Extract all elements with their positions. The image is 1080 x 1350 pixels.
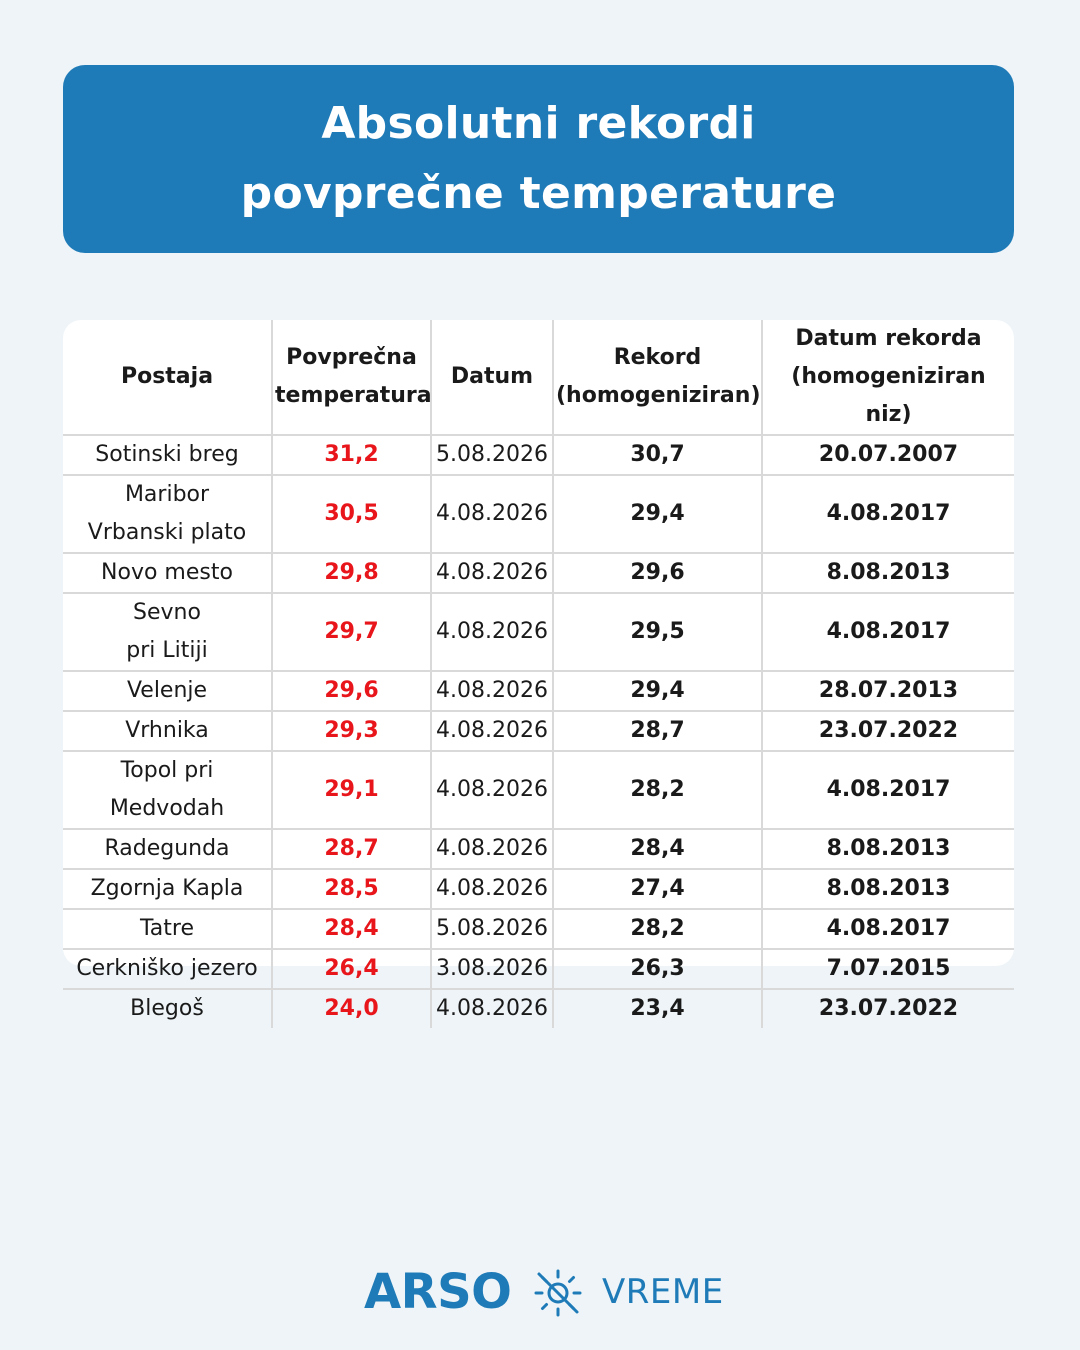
header-station: Postaja (63, 320, 272, 435)
title-banner (63, 65, 1014, 253)
header-record: Rekord (homogeniziran) (553, 320, 762, 435)
header-date: Datum (431, 320, 553, 435)
cell-avg-temp: 29,3 (272, 711, 431, 751)
cell-date: 4.08.2026 (431, 829, 553, 869)
cell-date: 4.08.2026 (431, 671, 553, 711)
cell-date: 5.08.2026 (431, 909, 553, 949)
arso-logo: ARSO (364, 1264, 512, 1320)
vreme-label: VREME (602, 1272, 724, 1312)
cell-record: 28,2 (553, 751, 762, 829)
table-row (63, 989, 1014, 1028)
header-avg-temp: Povprečna temperatura (272, 320, 431, 435)
cell-record: 29,5 (553, 593, 762, 671)
cell-station: Novo mesto (63, 553, 272, 593)
cell-avg-temp: 28,7 (272, 829, 431, 869)
cell-record-date: 8.08.2013 (762, 869, 1014, 909)
cell-date: 4.08.2026 (431, 593, 553, 671)
sun-weather-icon (533, 1268, 583, 1318)
cell-avg-temp: 31,2 (272, 435, 431, 475)
cell-avg-temp: 28,4 (272, 909, 431, 949)
cell-station: Sotinski breg (63, 435, 272, 475)
cell-avg-temp: 29,6 (272, 671, 431, 711)
cell-date: 4.08.2026 (431, 869, 553, 909)
title-line-1: Absolutni rekordi (321, 98, 756, 149)
cell-station: Blegoš (63, 989, 272, 1028)
header-record-date: Datum rekorda (homogeniziran niz) (762, 320, 1014, 435)
table-row (63, 593, 1014, 671)
cell-avg-temp: 24,0 (272, 989, 431, 1028)
cell-station: Velenje (63, 671, 272, 711)
cell-record-date: 28.07.2013 (762, 671, 1014, 711)
cell-record: 27,4 (553, 869, 762, 909)
cell-record-date: 4.08.2017 (762, 593, 1014, 671)
cell-station: Cerkniško jezero (63, 949, 272, 989)
table-row (63, 475, 1014, 553)
records-table-card (63, 320, 1014, 1021)
table-row (63, 909, 1014, 949)
cell-avg-temp: 29,8 (272, 553, 431, 593)
cell-record: 30,7 (553, 435, 762, 475)
cell-station: Sevno pri Litiji (63, 593, 272, 671)
cell-record: 29,4 (553, 671, 762, 711)
cell-date: 4.08.2026 (431, 989, 553, 1028)
table-row (63, 671, 1014, 711)
table-row (63, 553, 1014, 593)
cell-station: Tatre (63, 909, 272, 949)
cell-date: 4.08.2026 (431, 475, 553, 553)
cell-avg-temp: 28,5 (272, 869, 431, 909)
cell-record-date: 20.07.2007 (762, 435, 1014, 475)
cell-record-date: 4.08.2017 (762, 751, 1014, 829)
footer (0, 1258, 1080, 1328)
cell-date: 4.08.2026 (431, 751, 553, 829)
table-row (63, 949, 1014, 989)
cell-record-date: 7.07.2015 (762, 949, 1014, 989)
cell-avg-temp: 29,7 (272, 593, 431, 671)
title-line-2: povprečne temperature (240, 168, 837, 219)
table-row (63, 435, 1014, 475)
cell-record-date: 23.07.2022 (818, 996, 959, 1021)
cell-avg-temp: 30,5 (272, 475, 431, 553)
cell-record-date: 8.08.2013 (762, 553, 1014, 593)
cell-record-date: 4.08.2017 (762, 909, 1014, 949)
cell-station: Topol pri Medvodah (63, 751, 272, 829)
cell-avg-temp: 29,1 (272, 751, 431, 829)
cell-record: 26,3 (553, 949, 762, 989)
table-row (63, 711, 1014, 751)
cell-record-date: 4.08.2017 (762, 475, 1014, 553)
cell-station: Radegunda (63, 829, 272, 869)
cell-date: 5.08.2026 (431, 435, 553, 475)
table-header-row (63, 320, 1014, 435)
cell-record: 28,2 (553, 909, 762, 949)
cell-record: 29,6 (553, 553, 762, 593)
table-row (63, 829, 1014, 869)
cell-date: 4.08.2026 (431, 711, 553, 751)
table-body (63, 435, 1014, 1028)
cell-station: Maribor Vrbanski plato (63, 475, 272, 553)
cell-date: 4.08.2026 (431, 553, 553, 593)
table-row (63, 869, 1014, 909)
cell-record-date: 8.08.2013 (762, 829, 1014, 869)
cell-record: 29,4 (553, 475, 762, 553)
cell-record-date: 23.07.2022 (762, 711, 1014, 751)
table-row (63, 751, 1014, 829)
cell-date: 3.08.2026 (431, 949, 553, 989)
cell-record: 23,4 (553, 989, 762, 1028)
cell-record: 28,7 (553, 711, 762, 751)
cell-station: Vrhnika (63, 711, 272, 751)
records-table (63, 320, 1014, 1028)
cell-avg-temp: 26,4 (272, 949, 431, 989)
cell-station: Zgornja Kapla (63, 869, 272, 909)
cell-record: 28,4 (553, 829, 762, 869)
